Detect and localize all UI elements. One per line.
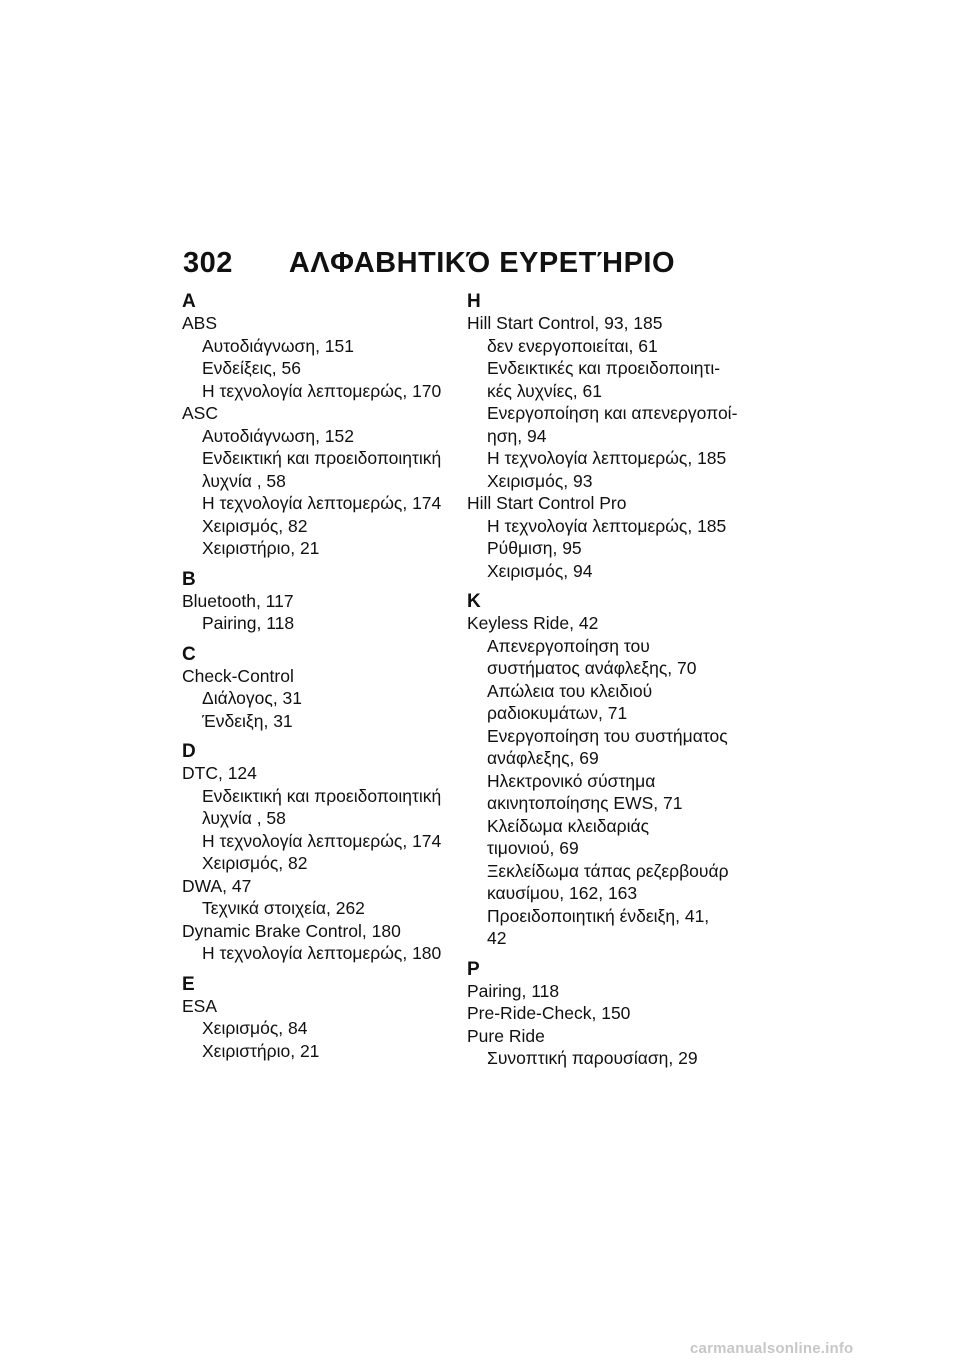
index-subentry: Χειριστήριο, 21	[202, 1040, 320, 1061]
index-subentry: κές λυχνίες, 61	[487, 380, 602, 401]
index-subentry: Ενδεικτική και προειδοποιητική	[202, 785, 442, 806]
index-subentry: Η τεχνολογία λεπτομερώς, 174	[202, 493, 442, 513]
index-subentry: Προειδοποιητική ένδειξη, 41,	[487, 905, 710, 926]
section-letter: A	[182, 291, 196, 312]
index-entry: DWA, 47	[182, 875, 252, 896]
section-letter: D	[182, 741, 196, 762]
index-entry: Dynamic Brake Control, 180	[182, 920, 401, 941]
index-subentry: Απώλεια του κλειδιού	[487, 680, 653, 701]
index-subentry: ακινητοποίησης EWS, 71	[487, 793, 683, 813]
section-letter: E	[182, 973, 195, 995]
index-subentry: Χειριστήριο, 21	[202, 538, 320, 558]
index-subentry: Η τεχνολογία λεπτομερώς, 170	[202, 380, 442, 401]
index-subentry: Ηλεκτρονικό σύστημα	[487, 770, 656, 791]
index-subentry: Διάλογος, 31	[202, 688, 303, 708]
index-subentry: Κλείδωμα κλειδαριάς	[487, 815, 650, 836]
page-title: ΑΛΦΑΒΗΤΙΚΌ ΕΥΡΕΤΉΡΙΟ	[288, 247, 676, 279]
index-subentry: 42	[487, 928, 507, 948]
index-subentry: Χειρισμός, 94	[487, 560, 593, 581]
index-subentry: Ένδειξη, 31	[202, 710, 293, 731]
index-column-left	[182, 292, 457, 1062]
index-subentry: Χειρισμός, 84	[202, 1018, 308, 1038]
index-subentry: Ενεργοποίηση και απενεργοποί-	[487, 403, 738, 423]
index-subentry: Χειρισμός, 82	[202, 853, 308, 873]
index-column-right	[467, 292, 742, 1070]
index-subentry: Απενεργοποίηση του	[487, 635, 650, 656]
watermark: carmanualsonline.info	[690, 1340, 854, 1357]
index-entry: ASC	[182, 403, 218, 423]
index-subentry: Η τεχνολογία λεπτομερώς, 174	[202, 830, 442, 851]
index-entry: Hill Start Control, 93, 185	[467, 313, 663, 333]
index-subentry: δεν ενεργοποιείται, 61	[487, 335, 658, 356]
index-entry: Hill Start Control Pro	[467, 493, 627, 513]
index-subentry: Χειρισμός, 82	[202, 515, 308, 536]
index-subentry: Pairing, 118	[202, 613, 295, 633]
index-entry: Pre-Ride-Check, 150	[467, 1003, 631, 1023]
index-entry: Check-Control	[182, 665, 294, 686]
index-subentry: Αυτοδιάγνωση, 152	[202, 425, 355, 446]
index-entry: ABS	[182, 313, 218, 333]
index-subentry: συστήματος ανάφλεξης, 70	[487, 658, 697, 678]
page-number: 302	[183, 247, 233, 279]
index-entry: Bluetooth, 117	[182, 590, 294, 611]
index-entry: Keyless Ride, 42	[467, 613, 599, 633]
index-entry: ESA	[182, 995, 218, 1016]
index-entry: Pure Ride	[467, 1025, 545, 1046]
index-subentry: Ξεκλείδωμα τάπας ρεζερβουάρ	[487, 860, 729, 881]
index-subentry: Ρύθμιση, 95	[487, 538, 582, 558]
index-entry: Pairing, 118	[467, 980, 560, 1001]
index-subentry: Ενδεικτικές και προειδοποιητι-	[487, 358, 721, 378]
index-subentry: Η τεχνολογία λεπτομερώς, 185	[487, 515, 727, 536]
index-subentry: τιμονιού, 69	[487, 838, 579, 858]
section-letter: B	[182, 568, 196, 590]
index-subentry: Ενδεικτική και προειδοποιητική	[202, 448, 442, 468]
index-subentry: Ενεργοποίηση του συστήματος	[487, 725, 728, 746]
index-subentry: Τεχνικά στοιχεία, 262	[202, 898, 365, 918]
index-subentry: Συνοπτική παρουσίαση, 29	[487, 1048, 698, 1068]
index-subentry: Η τεχνολογία λεπτομερώς, 180	[202, 943, 442, 963]
section-letter: P	[467, 958, 480, 980]
index-subentry: λυχνία , 58	[202, 808, 286, 828]
index-subentry: Αυτοδιάγνωση, 151	[202, 335, 355, 356]
index-subentry: ηση, 94	[487, 425, 547, 446]
section-letter: K	[467, 591, 481, 612]
index-subentry: καυσίμου, 162, 163	[487, 883, 638, 903]
section-letter: C	[182, 643, 196, 665]
index-subentry: Ενδείξεις, 56	[202, 358, 302, 378]
index-subentry: ραδιοκυμάτων, 71	[487, 703, 628, 723]
index-subentry: λυχνία , 58	[202, 470, 286, 491]
page-header	[183, 246, 675, 280]
index-subentry: Η τεχνολογία λεπτομερώς, 185	[487, 448, 727, 468]
section-letter: H	[467, 291, 481, 312]
index-subentry: ανάφλεξης, 69	[487, 748, 599, 768]
index-subentry: Χειρισμός, 93	[487, 470, 593, 491]
index-entry: DTC, 124	[182, 763, 257, 783]
